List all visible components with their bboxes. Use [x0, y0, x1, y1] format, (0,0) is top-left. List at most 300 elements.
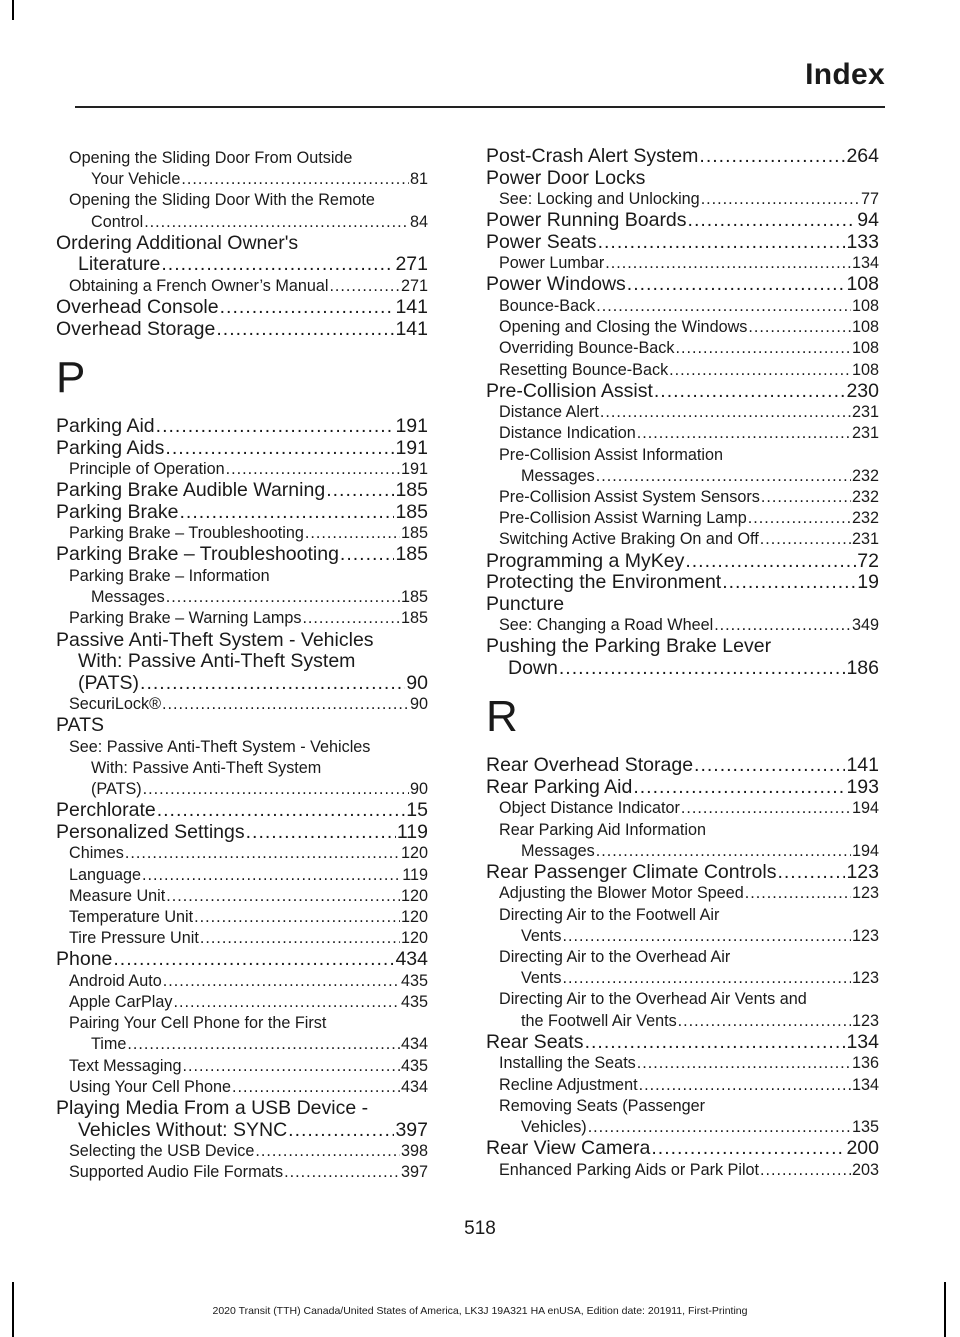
entry-label: Adjusting the Blower Motor Speed: [499, 884, 744, 903]
dot-leader: [748, 508, 851, 529]
index-subentry: [56, 566, 428, 608]
entry-label: Parking Brake Audible Warning: [56, 479, 326, 502]
dot-leader: [678, 1011, 851, 1032]
page-reference: 185: [400, 588, 428, 607]
entry-row: [69, 779, 428, 800]
entry-label: Selecting the USB Device: [69, 1142, 255, 1161]
dot-leader: [162, 694, 409, 715]
entry-row: [486, 1032, 879, 1054]
entry-row: [499, 615, 879, 636]
page-reference: 434: [400, 1077, 428, 1096]
index-subentry: [56, 737, 428, 801]
index-subentry: [486, 1096, 879, 1138]
page-reference: 119: [402, 865, 428, 884]
index-subentry: [486, 1160, 879, 1181]
index-entry: [486, 210, 879, 232]
entry-row: [69, 523, 428, 544]
page-reference: 200: [846, 1137, 879, 1160]
page-reference: 191: [395, 415, 428, 438]
index-entry: [56, 480, 428, 502]
entry-row: [56, 949, 428, 971]
page-reference: 232: [851, 466, 879, 485]
index-subentry: [486, 189, 879, 210]
page-reference: 397: [395, 1118, 428, 1141]
index-entry: [486, 636, 879, 679]
entry-label: Down: [508, 656, 558, 679]
entry-row: [486, 274, 879, 296]
page-reference: 434: [395, 948, 428, 971]
entry-label: Rear Parking Aid: [486, 775, 633, 798]
page-reference: 191: [400, 460, 428, 479]
entry-label: See: Changing a Road Wheel: [499, 616, 714, 635]
entry-label: Messages: [521, 841, 595, 860]
index-subentry: [486, 989, 879, 1031]
entry-label: Text Messaging: [69, 1056, 182, 1075]
page-reference: 193: [846, 775, 879, 798]
entry-row: [69, 276, 428, 297]
index-entry: [56, 949, 428, 971]
index-subentry: [486, 1053, 879, 1074]
index-entry: [486, 594, 879, 616]
index-subentry: [486, 947, 879, 989]
entry-label: Power Seats: [486, 230, 597, 253]
entry-row: [486, 551, 879, 573]
index-subentry: [56, 992, 428, 1013]
dot-leader: [166, 886, 400, 907]
page-reference: 108: [846, 273, 879, 296]
index-subentry: [486, 338, 879, 359]
index-column-left: [56, 148, 428, 1183]
entry-row: [499, 968, 879, 989]
index-entry: [486, 1138, 879, 1160]
crop-mark-top-left: [12, 0, 14, 20]
index-subentry: [56, 1056, 428, 1077]
page-reference: 81: [409, 170, 428, 189]
dot-leader: [627, 274, 846, 296]
page-reference: 185: [400, 609, 428, 628]
dot-leader: [669, 360, 851, 381]
index-entry: [56, 297, 428, 319]
entry-label: Overhead Console: [56, 296, 219, 319]
page-reference: 15: [406, 799, 428, 822]
index-subentry: [486, 529, 879, 550]
entry-row: [486, 777, 879, 799]
index-subentry: [56, 1141, 428, 1162]
entry-label: Programming a MyKey: [486, 549, 685, 572]
entry-row: [486, 1138, 879, 1160]
entry-row: [499, 402, 879, 423]
entry-label: Using Your Cell Phone: [69, 1077, 231, 1096]
dot-leader: [340, 544, 395, 566]
entry-label: Messages: [521, 466, 595, 485]
page-reference: 108: [851, 296, 879, 315]
edition-footer: 2020 Transit (TTH) Canada/United States of America, LK3J 19A321 HA enUSA, Edition date: 201911, First-Printing: [212, 1305, 748, 1317]
page-reference: 119: [396, 820, 428, 843]
dot-leader: [588, 1117, 851, 1138]
dot-leader: [633, 777, 845, 799]
dot-leader: [179, 502, 394, 524]
index-subentry: [56, 971, 428, 992]
entry-text-line: Pairing Your Cell Phone for the First: [69, 1014, 327, 1033]
dot-leader: [694, 755, 845, 777]
entry-label: Resetting Bounce-Back: [499, 360, 669, 379]
entry-row: [69, 1077, 428, 1098]
page-reference: 134: [851, 254, 879, 273]
dot-leader: [125, 843, 400, 864]
dot-leader: [173, 992, 400, 1013]
page-reference: 185: [400, 524, 428, 543]
index-entry: [486, 755, 879, 777]
dot-leader: [142, 865, 401, 886]
index-subentry: [56, 928, 428, 949]
entry-text-line: Directing Air to the Overhead Air: [499, 948, 731, 967]
entry-row: [56, 544, 428, 566]
page-reference: 231: [851, 424, 879, 443]
entry-row: [486, 146, 879, 168]
index-subentry: [486, 402, 879, 423]
entry-row: [499, 1011, 879, 1032]
entry-label: Parking Brake – Troubleshooting: [69, 524, 304, 543]
index-entry: [56, 630, 428, 695]
entry-text-line: Passive Anti-Theft System - Vehicles: [56, 628, 374, 651]
entry-row: [56, 319, 428, 341]
index-subentry: [486, 423, 879, 444]
entry-row: [69, 865, 428, 886]
page-reference: 90: [406, 671, 428, 694]
dot-leader: [163, 971, 400, 992]
page-reference: 123: [851, 1011, 879, 1030]
dot-leader: [329, 276, 400, 297]
entry-label: Perchlorate: [56, 799, 156, 822]
entry-row: [499, 338, 879, 359]
page-reference: 398: [400, 1142, 428, 1161]
dot-leader: [194, 907, 400, 928]
page-reference: 94: [857, 209, 879, 232]
page-reference: 435: [400, 993, 428, 1012]
entry-label: the Footwell Air Vents: [521, 1011, 677, 1030]
page-reference: 134: [846, 1030, 879, 1053]
entry-label: Parking Brake – Troubleshooting: [56, 543, 339, 566]
page-reference: 271: [400, 276, 428, 295]
entry-row: [499, 508, 879, 529]
entry-label: Parking Aid: [56, 415, 155, 438]
page-reference: 185: [395, 479, 428, 502]
dot-leader: [605, 253, 851, 274]
index-entry: [486, 146, 879, 168]
entry-label: Chimes: [69, 844, 124, 863]
index-entry: [56, 715, 428, 737]
entry-row: [69, 608, 428, 629]
index-entry: [486, 168, 879, 190]
entry-label: Power Windows: [486, 273, 626, 296]
index-subentry: [56, 148, 428, 190]
dot-leader: [559, 658, 846, 680]
index-subentry: [486, 487, 879, 508]
entry-text-line: Opening the Sliding Door With the Remote: [69, 191, 375, 210]
entry-label: Your Vehicle: [91, 170, 181, 189]
entry-label: Vehicles): [521, 1117, 587, 1136]
page-title: Index: [805, 58, 885, 91]
entry-label: Pre-Collision Assist Warning Lamp: [499, 509, 747, 528]
page-reference: 72: [857, 549, 879, 572]
entry-row: [499, 317, 879, 338]
entry-text-line: Parking Brake – Information: [69, 566, 270, 585]
dot-leader: [600, 402, 851, 423]
page-reference: 135: [851, 1117, 879, 1136]
dot-leader: [181, 169, 409, 190]
page-reference: 349: [851, 616, 879, 635]
index-subentry: [486, 883, 879, 904]
entry-label: Overhead Storage: [56, 317, 216, 340]
dot-leader: [760, 1160, 851, 1181]
entry-label: Messages: [91, 588, 165, 607]
index-subentry: [56, 523, 428, 544]
dot-leader: [165, 438, 394, 460]
entry-label: Rear Passenger Climate Controls: [486, 860, 777, 883]
dot-leader: [140, 673, 405, 695]
entry-label: Rear View Camera: [486, 1137, 651, 1160]
dot-leader: [714, 615, 851, 636]
entry-label: Vents: [521, 926, 562, 945]
entry-label: Object Distance Indicator: [499, 799, 680, 818]
dot-leader: [701, 189, 860, 210]
entry-text-line: Directing Air to the Footwell Air: [499, 905, 720, 924]
index-entry: [56, 822, 428, 844]
entry-row: [486, 572, 879, 594]
entry-label: Power Running Boards: [486, 209, 687, 232]
index-subentry: [56, 907, 428, 928]
page-reference: 141: [846, 754, 879, 777]
dot-leader: [675, 338, 851, 359]
dot-leader: [563, 968, 851, 989]
entry-label: Literature: [78, 253, 161, 276]
entry-row: [56, 800, 428, 822]
entry-label: Bounce-Back: [499, 296, 596, 315]
page-reference: 186: [846, 656, 879, 679]
dot-leader: [182, 1056, 400, 1077]
entry-label: Time: [91, 1035, 127, 1054]
entry-text-line: Puncture: [486, 592, 565, 615]
index-entry: [56, 319, 428, 341]
page-reference: 123: [851, 969, 879, 988]
entry-row: [499, 296, 879, 317]
page-reference: 203: [851, 1160, 879, 1179]
dot-leader: [637, 1053, 851, 1074]
page-reference: 90: [409, 695, 428, 714]
index-subentry: [486, 615, 879, 636]
page-reference: 108: [851, 318, 879, 337]
entry-label: Vents: [521, 969, 562, 988]
entry-row: [56, 297, 428, 319]
index-subentry: [486, 820, 879, 862]
entry-label: Installing the Seats: [499, 1054, 636, 1073]
entry-label: Parking Brake: [56, 500, 179, 523]
page-reference: 232: [851, 488, 879, 507]
entry-text-line: Ordering Additional Owner's: [56, 231, 299, 254]
entry-row: [499, 360, 879, 381]
page-number: 518: [464, 1218, 496, 1239]
entry-row: [499, 423, 879, 444]
index-entry: [56, 1098, 428, 1141]
page-reference: 185: [395, 500, 428, 523]
entry-row: [69, 843, 428, 864]
entry-label: Obtaining a French Owner’s Manual: [69, 276, 329, 295]
entry-label: Rear Seats: [486, 1030, 584, 1053]
index-subentry: [56, 843, 428, 864]
entry-text-line: Pushing the Parking Brake Lever: [486, 635, 772, 658]
entry-text-line: Directing Air to the Overhead Air Vents and: [499, 990, 807, 1009]
page-reference: 123: [851, 884, 879, 903]
entry-label: Language: [69, 865, 142, 884]
index-subentry: [56, 190, 428, 232]
dot-leader: [226, 459, 400, 480]
entry-row: [56, 502, 428, 524]
dot-leader: [722, 572, 856, 594]
index-subentry: [486, 360, 879, 381]
index-subentry: [56, 1077, 428, 1098]
page-reference: 134: [851, 1075, 879, 1094]
entry-row: [69, 587, 428, 608]
entry-row: [56, 480, 428, 502]
dot-leader: [156, 416, 395, 438]
entry-label: Distance Alert: [499, 403, 599, 422]
dot-leader: [157, 800, 406, 822]
entry-row: [499, 883, 879, 904]
entry-row: [499, 189, 879, 210]
entry-label: (PATS): [78, 671, 140, 694]
index-entry: [486, 381, 879, 403]
entry-row: [56, 822, 428, 844]
entry-row: [69, 928, 428, 949]
entry-label: Pre-Collision Assist: [486, 379, 653, 402]
dot-leader: [761, 487, 851, 508]
page-reference: 435: [400, 971, 428, 990]
page-reference: 123: [846, 860, 879, 883]
entry-label: Post-Crash Alert System: [486, 145, 699, 167]
dot-leader: [305, 523, 400, 544]
dot-leader: [596, 841, 851, 862]
index-entry: [56, 233, 428, 276]
index-subentry: [486, 905, 879, 947]
index-subentry: [486, 317, 879, 338]
page-reference: 185: [395, 543, 428, 566]
page-reference: 271: [395, 253, 428, 276]
index-subentry: [56, 1162, 428, 1183]
index-entry: [486, 572, 879, 594]
dot-leader: [598, 232, 846, 254]
index-entry: [486, 862, 879, 884]
entry-row: [69, 971, 428, 992]
entry-label: Enhanced Parking Aids or Park Pilot: [499, 1160, 760, 1179]
entry-row: [69, 992, 428, 1013]
dot-leader: [777, 862, 845, 884]
index-subentry: [56, 459, 428, 480]
index-entry: [56, 800, 428, 822]
entry-row: [499, 1117, 879, 1138]
entry-row: [69, 1056, 428, 1077]
entry-label: SecuriLock®: [69, 695, 162, 714]
page-reference: 120: [400, 844, 428, 863]
entry-row: [56, 673, 428, 695]
entry-label: Power Lumbar: [499, 254, 605, 273]
index-subentry: [56, 886, 428, 907]
entry-row: [499, 841, 879, 862]
dot-leader: [685, 551, 856, 573]
page-reference: 231: [851, 403, 879, 422]
dot-leader: [284, 1162, 400, 1183]
entry-row: [486, 381, 879, 403]
entry-row: [56, 416, 428, 438]
page-reference: 120: [400, 907, 428, 926]
page-reference: 397: [400, 1163, 428, 1182]
index-subentry: [486, 1075, 879, 1096]
index-subentry: [56, 608, 428, 629]
page-reference: 230: [846, 379, 879, 402]
dot-leader: [745, 883, 851, 904]
page-reference: 120: [400, 886, 428, 905]
entry-row: [486, 755, 879, 777]
page-reference: 84: [409, 212, 428, 231]
dot-leader: [639, 1075, 851, 1096]
page-reference: 90: [409, 780, 428, 799]
entry-label: Principle of Operation: [69, 460, 225, 479]
entry-row: [56, 1120, 428, 1142]
dot-leader: [161, 254, 394, 276]
entry-row: [499, 253, 879, 274]
dot-leader: [127, 1034, 400, 1055]
entry-row: [69, 1141, 428, 1162]
entry-row: [69, 459, 428, 480]
entry-row: [486, 862, 879, 884]
entry-text-line: Power Door Locks: [486, 166, 646, 189]
entry-label: Opening and Closing the Windows: [499, 318, 748, 337]
dot-leader: [748, 317, 851, 338]
dot-leader: [326, 480, 394, 502]
dot-leader: [596, 296, 851, 317]
header-rule: [75, 106, 885, 108]
index-entry: [56, 502, 428, 524]
dot-leader: [596, 466, 851, 487]
entry-label: See: Locking and Unlocking: [499, 190, 700, 208]
dot-leader: [288, 1120, 394, 1142]
entry-row: [69, 886, 428, 907]
index-subentry: [56, 694, 428, 715]
entry-label: Rear Overhead Storage: [486, 754, 694, 777]
entry-label: (PATS): [91, 780, 142, 799]
index-entry: [486, 777, 879, 799]
index-entry: [486, 1032, 879, 1054]
entry-text-line: Pre-Collision Assist Information: [499, 445, 724, 464]
entry-label: Supported Audio File Formats: [69, 1163, 284, 1182]
page-reference: 232: [851, 509, 879, 528]
dot-leader: [637, 423, 851, 444]
page-reference: 108: [851, 339, 879, 358]
page-reference: 434: [400, 1035, 428, 1054]
index-entry: [56, 438, 428, 460]
entry-label: Tire Pressure Unit: [69, 929, 199, 948]
entry-row: [499, 798, 879, 819]
entry-text-line: Removing Seats (Passenger: [499, 1096, 706, 1115]
dot-leader: [166, 587, 400, 608]
entry-row: [499, 926, 879, 947]
index-subentry: [486, 253, 879, 274]
index-subentry: [486, 798, 879, 819]
dot-leader: [563, 926, 851, 947]
entry-label: Phone: [56, 948, 113, 971]
dot-leader: [200, 928, 400, 949]
index-entry: [486, 274, 879, 296]
dot-leader: [681, 798, 851, 819]
